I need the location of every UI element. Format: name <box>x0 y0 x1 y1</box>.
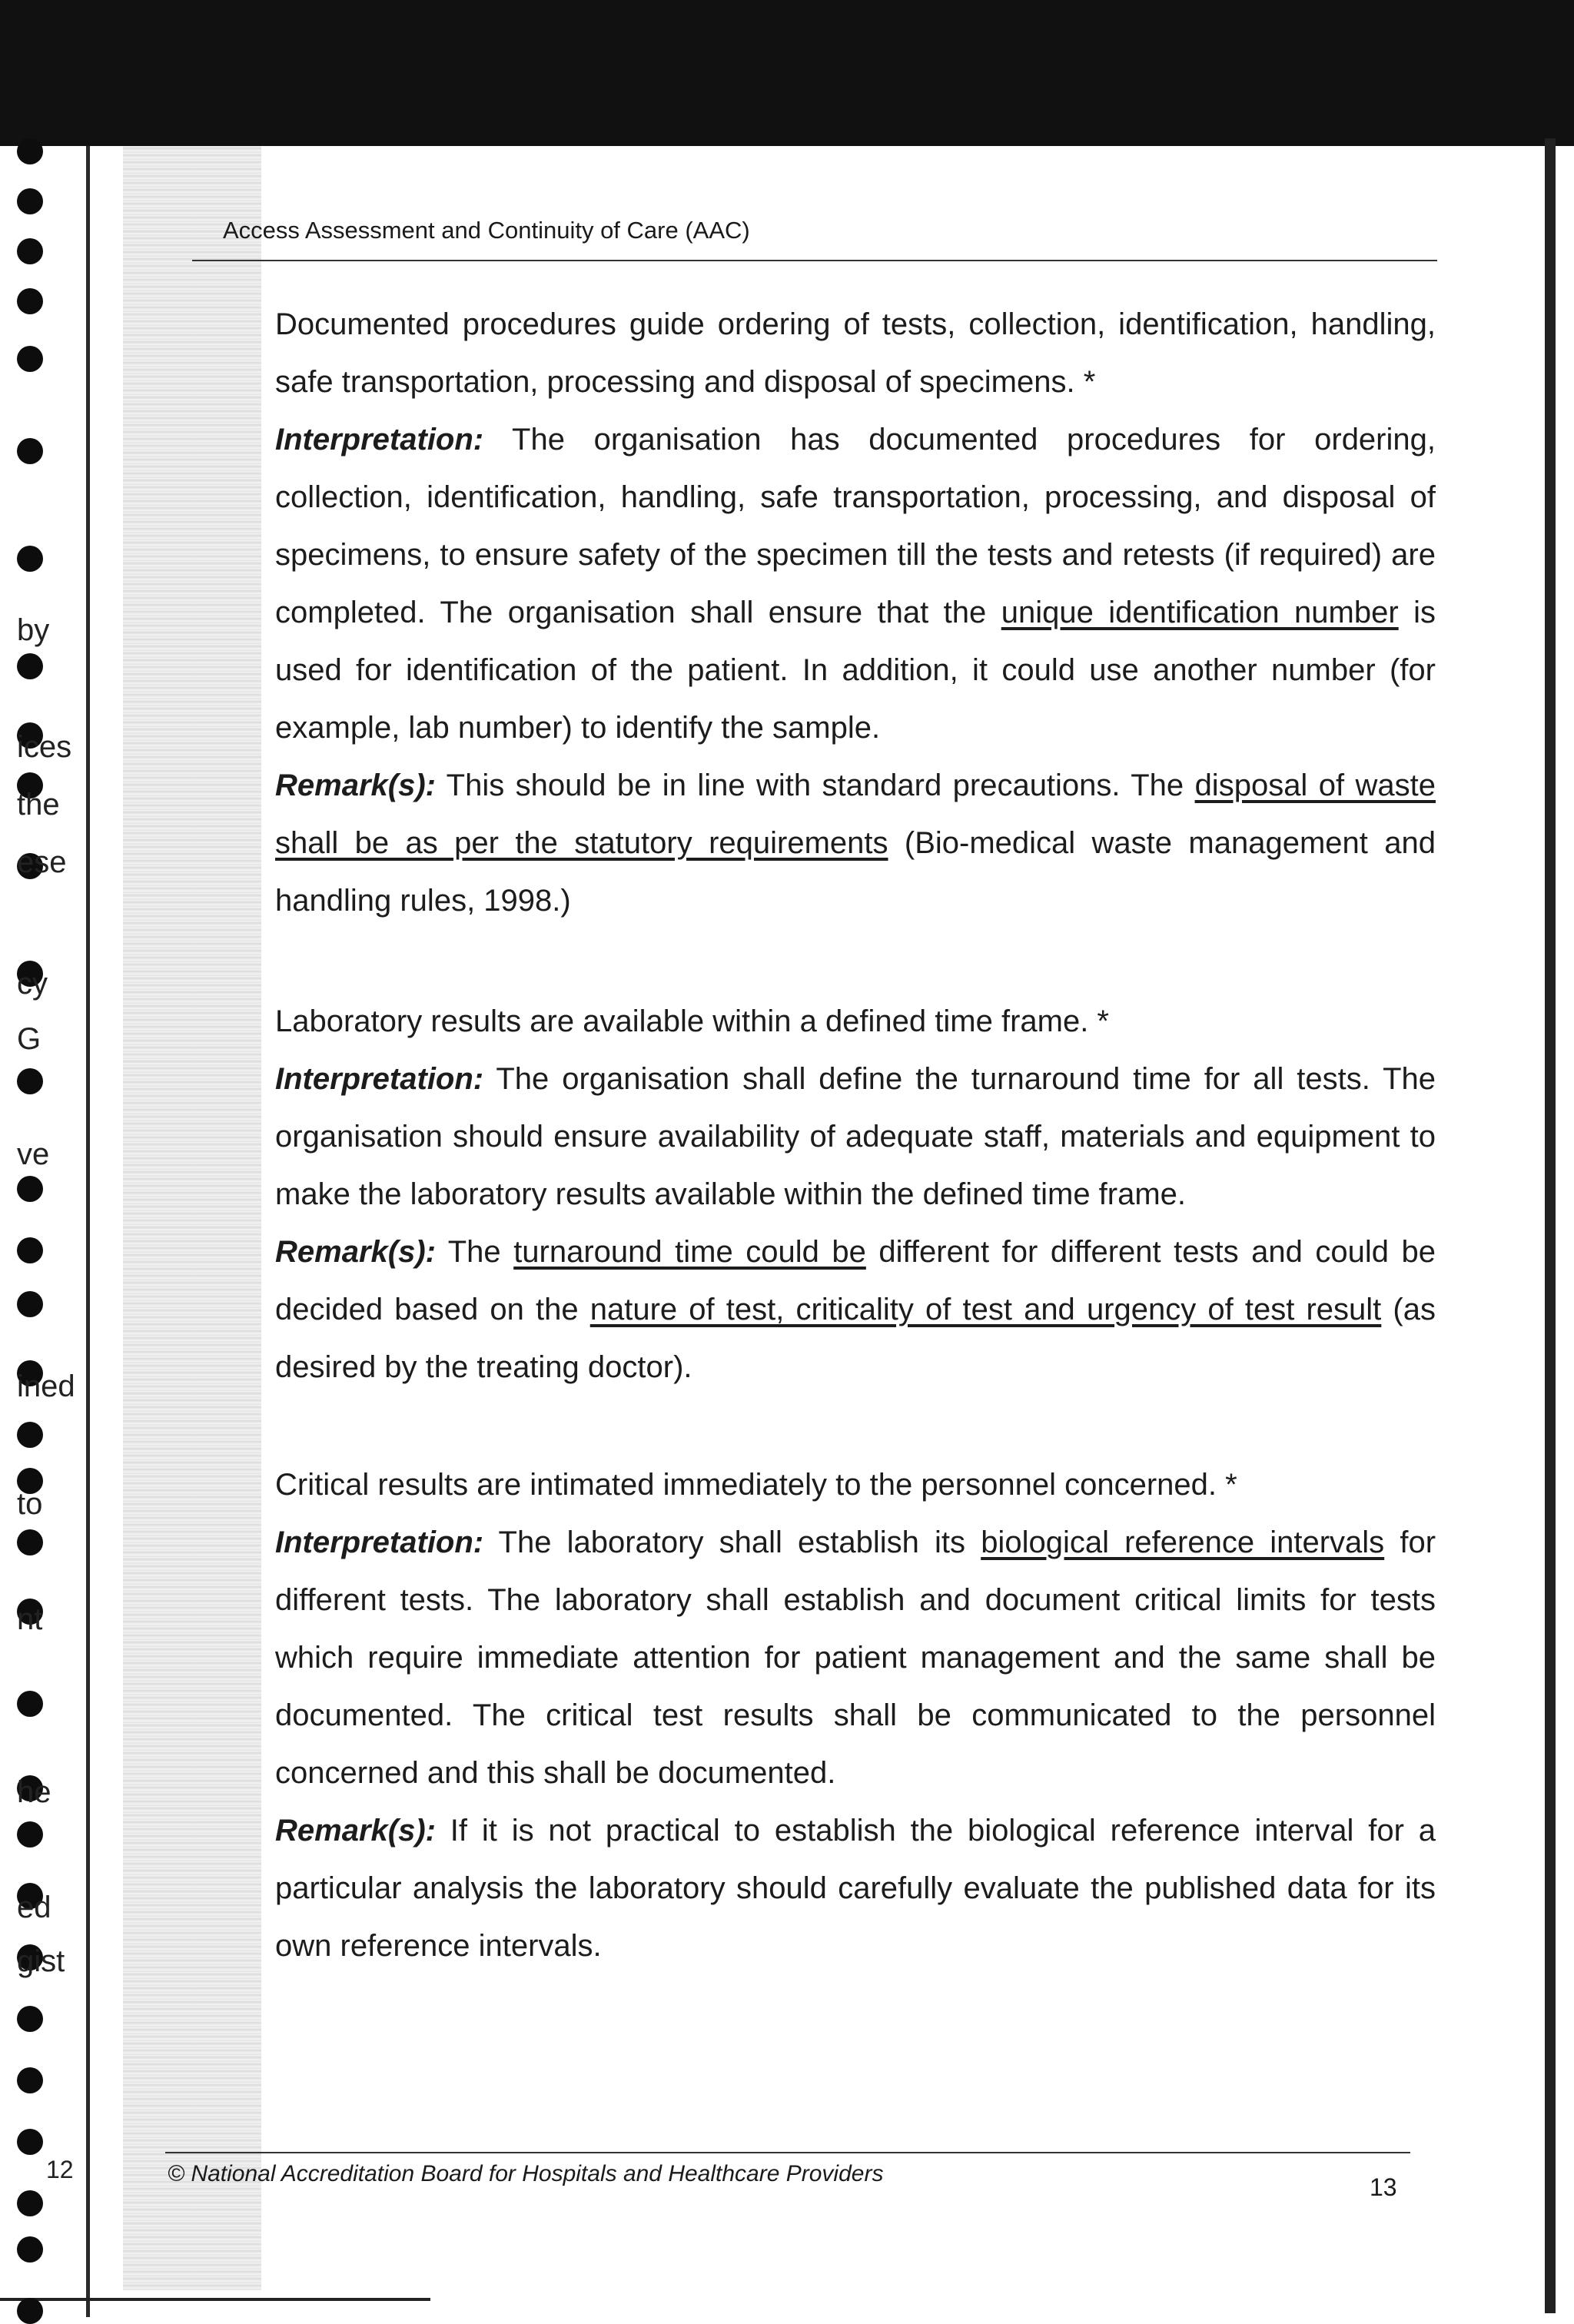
binding-hole <box>17 2129 43 2155</box>
binding-hole <box>17 346 43 372</box>
remark-text: (Bio-medical waste management and handling rules, 1998.) <box>275 826 1436 918</box>
binding-hole <box>17 2298 43 2324</box>
scan-right-edge <box>1545 138 1556 2313</box>
gutter-scan-shadow <box>123 146 261 2290</box>
interpretation-label: Interpretation: <box>275 1526 484 1559</box>
interpretation-text: The organisation has documented procedures for ordering, collection, identification, handling, safe transportation, processing, and disposal of specimens, to ensure safety of the specimen till the tests and retests (if required) are completed. The organisation shall ensure that the <box>275 423 1436 629</box>
previous-page-number: 12 <box>46 2156 74 2183</box>
interpretation-label: Interpretation: <box>275 423 484 456</box>
interpretation-underlined: biological reference intervals <box>981 1526 1385 1559</box>
binding-hole <box>17 2190 43 2216</box>
chapter-header: Access Assessment and Continuity of Care (AAC) <box>223 217 750 244</box>
interpretation-paragraph <box>275 1051 1436 1223</box>
previous-page-fragment: the <box>17 788 60 822</box>
binding-holes <box>11 115 49 2313</box>
previous-page-fragment: G <box>17 1022 42 1056</box>
remark-underlined: nature of test, criticality of test and urgency of test result <box>589 1293 1382 1326</box>
remark-label: Remark(s): <box>275 769 436 802</box>
previous-page-fragment: ve <box>17 1137 50 1171</box>
previous-page-fragment: by <box>17 613 50 647</box>
remark-paragraph <box>275 1223 1436 1396</box>
binding-hole <box>17 1068 43 1094</box>
interpretation-underlined: unique identification number <box>1001 596 1399 629</box>
remark-text: different for different tests and could be decided based on the <box>275 1235 1436 1326</box>
footer-rule <box>165 2152 1410 2153</box>
remark-underlined: turnaround time could be <box>513 1235 866 1269</box>
binding-hole <box>17 2236 43 2263</box>
standard-statement: Laboratory results are available within a defined time frame. * <box>275 1004 1109 1038</box>
binding-hole <box>17 2006 43 2032</box>
standard-section <box>275 1456 1436 1975</box>
binding-hole <box>17 2067 43 2093</box>
scan-bottom-edge <box>0 2298 430 2301</box>
header-rule <box>192 260 1437 261</box>
binding-hole <box>17 1422 43 1448</box>
previous-page-fragment: ined <box>17 1370 75 1403</box>
remark-text: If it is not practical to establish the biological reference interval for a particular analysis the laboratory should carefully evaluate the published data for its own reference intervals. <box>275 1814 1436 1963</box>
binding-hole <box>17 1529 43 1555</box>
binding-hole <box>17 1291 43 1317</box>
remark-text: (as desired by the treating doctor). <box>275 1293 1436 1384</box>
interpretation-text: The laboratory shall establish its <box>483 1526 981 1559</box>
previous-page-fragment: ices <box>17 730 72 764</box>
standard-statement: Critical results are intimated immediately to the personnel concerned. * <box>275 1468 1237 1502</box>
binding-hole <box>17 138 43 164</box>
previous-page-fragment: cy <box>17 967 48 1001</box>
binding-hole <box>17 1691 43 1717</box>
previous-page-fragment: nt <box>17 1602 43 1636</box>
standard-section <box>275 296 1436 930</box>
binding-hole <box>17 1176 43 1202</box>
binding-hole <box>17 288 43 314</box>
remark-text: The <box>435 1235 514 1269</box>
binding-hole <box>17 238 43 264</box>
previous-page-fragment: ed <box>17 1891 51 1924</box>
scan-top-black-bar <box>0 0 1574 146</box>
interpretation-text: The organisation shall define the turnaround time for all tests. The organisation should ensure availability of adequate staff, materials and equipment to make the laboratory results available within the defined time frame. <box>275 1062 1436 1211</box>
previous-page-fragment: he <box>17 1775 51 1809</box>
interpretation-paragraph <box>275 1514 1436 1802</box>
binding-hole <box>17 438 43 464</box>
binding-hole <box>17 546 43 572</box>
standard-statement: Documented procedures guide ordering of tests, collection, identification, handling, safe transportation, processing and disposal of specimens. * <box>275 307 1436 399</box>
previous-page-fragment: ese <box>17 845 67 879</box>
remark-label: Remark(s): <box>275 1814 436 1848</box>
binding-hole <box>17 1237 43 1263</box>
remark-paragraph <box>275 1802 1436 1975</box>
interpretation-paragraph <box>275 411 1436 757</box>
remark-paragraph <box>275 757 1436 930</box>
binding-hole <box>17 188 43 214</box>
binding-hole <box>17 653 43 679</box>
interpretation-text: is used for identification of the patient. In addition, it could use another number (for example, lab number) to identify the sample. <box>275 596 1436 745</box>
remark-text: This should be in line with standard precautions. The <box>435 769 1195 802</box>
standard-section <box>275 993 1436 1396</box>
interpretation-text: for different tests. The laboratory shall establish and document critical limits for tests which require immediate attention for patient management and the same shall be documented. The critical test results shall be communicated to the personnel concerned and this shall be documented. <box>275 1526 1436 1790</box>
page-number: 13 <box>1370 2173 1397 2201</box>
previous-page-fragment: gist <box>17 1944 65 1978</box>
remark-underlined: disposal of waste shall be as per the statutory requirements <box>275 769 1436 860</box>
remark-label: Remark(s): <box>275 1235 436 1269</box>
previous-page-fragment: to <box>17 1487 43 1521</box>
interpretation-label: Interpretation: <box>275 1062 484 1096</box>
footer-copyright: © National Accreditation Board for Hospitals and Healthcare Providers <box>168 2161 884 2186</box>
binding-hole <box>17 1821 43 1848</box>
book-spine-line <box>86 146 90 2317</box>
